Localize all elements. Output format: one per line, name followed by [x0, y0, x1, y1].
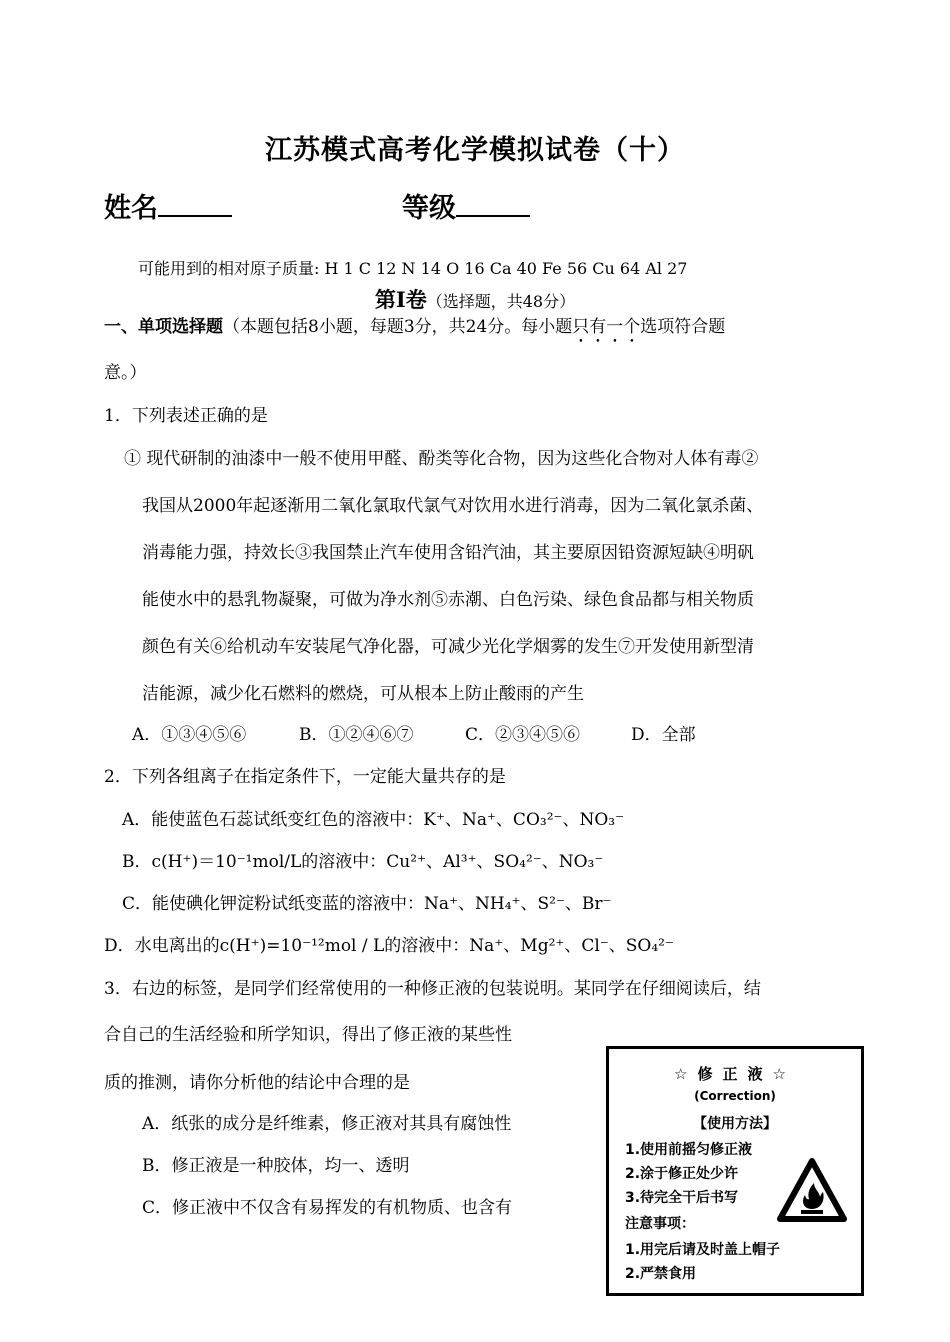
section-desc-a: （本题包括8小题，每题3分，共24分。每小题 [223, 317, 573, 337]
q3-option-b: B．修正液是一种胶体，均一、透明 [142, 1156, 410, 1176]
q3-stem-cont: 质的推测，请你分析他的结论中合理的是 [104, 1073, 410, 1093]
page-title: 江苏模式高考化学模拟试卷（十） [265, 135, 685, 166]
section-desc-cont: 意。） [104, 363, 147, 383]
q2-option-a: A．能使蓝色石蕊试纸变红色的溶液中：K⁺、Na⁺、CO₃²⁻、NO₃⁻ [122, 810, 625, 830]
section-desc-b: 选项符合题 [640, 317, 726, 337]
grade-field [402, 186, 530, 225]
label-subtitle: (Correction) [694, 1089, 776, 1103]
label-title: ☆修正液☆ [674, 1065, 796, 1083]
name-field [104, 186, 232, 225]
section-heading [104, 312, 725, 347]
grade-label: 等级 [402, 193, 456, 224]
q1-option-c: C．②③④⑤⑥ [465, 725, 581, 745]
atomic-masses: 可能用到的相对原子质量: H 1 C 12 N 14 O 16 Ca 40 Fe 56 Cu 64 Al 27 [138, 259, 688, 278]
grade-blank [456, 191, 530, 217]
q3-stem-cont: 合自己的生活经验和所学知识，得出了修正液的某些性 [104, 1025, 512, 1045]
label-usage-heading: 【使用方法】 [693, 1116, 777, 1132]
part-heading [0, 284, 950, 314]
q2-option-c: C．能使碘化钾淀粉试纸变蓝的溶液中：Na⁺、NH₄⁺、S²⁻、Br⁻ [122, 894, 612, 914]
q1-stem: 1．下列表述正确的是 [104, 406, 268, 426]
label-usage-item: 1.使用前摇匀修正液 [625, 1142, 753, 1158]
q3-option-c: C．修正液中不仅含有易挥发的有机物质、也含有 [142, 1198, 513, 1218]
q1-line: 洁能源，减少化石燃料的燃烧，可从根本上防止酸雨的产生 [142, 684, 584, 704]
section-title: 一、单项选择题 [104, 317, 223, 337]
section-desc-emphasis: 只有一个 [572, 317, 641, 337]
part-title: 第Ⅰ卷 [374, 287, 427, 312]
part-subtitle: （选择题，共48分） [426, 292, 576, 311]
q1-line: 我国从2000年起逐渐用二氧化氯取代氯气对饮用水进行消毒，因为二氧化氯杀菌、 [142, 496, 764, 516]
q2-option-d: D．水电离出的c(H⁺)=10⁻¹²mol / L的溶液中：Na⁺、Mg²⁺、Cl⁻、SO₄²⁻ [104, 936, 674, 956]
label-notes-heading: 注意事项： [625, 1216, 695, 1232]
label-note-item: 1.用完后请及时盖上帽子 [625, 1242, 781, 1258]
q3-stem: 3．右边的标签，是同学们经常使用的一种修正液的包装说明。某同学在仔细阅读后，结 [104, 979, 761, 999]
label-usage-item: 2.涂于修正处少许 [625, 1166, 739, 1182]
q1-line: 消毒能力强，持效长③我国禁止汽车使用含铅汽油，其主要原因铅资源短缺④明矾 [142, 543, 754, 563]
label-usage-item: 3.待完全干后书写 [625, 1190, 739, 1206]
q1-line: 能使水中的悬乳物凝聚，可做为净水剂⑤赤潮、白色污染、绿色食品都与相关物质 [142, 590, 754, 610]
correction-fluid-label [606, 1046, 864, 1296]
q1-option-d: D．全部 [631, 725, 696, 745]
q1-line: 颜色有关⑥给机动车安装尾气净化器，可减少光化学烟雾的发生⑦开发使用新型清 [142, 637, 754, 657]
q1-option-a: A．①③④⑤⑥ [132, 725, 247, 745]
q2-option-b: B．c(H⁺)＝10⁻¹mol/L的溶液中：Cu²⁺、Al³⁺、SO₄²⁻、NO₃⁻ [122, 852, 604, 872]
label-note-item: 2.严禁食用 [625, 1266, 697, 1282]
flammable-warning-icon [777, 1157, 847, 1223]
q2-stem: 2．下列各组离子在指定条件下，一定能大量共存的是 [104, 767, 506, 787]
name-blank [158, 191, 232, 217]
q1-option-b: B．①②④⑥⑦ [299, 725, 414, 745]
name-label: 姓名 [104, 193, 158, 224]
q1-line: ① 现代研制的油漆中一般不使用甲醛、酚类等化合物，因为这些化合物对人体有毒② [124, 449, 759, 469]
q3-option-a: A．纸张的成分是纤维素，修正液对其具有腐蚀性 [142, 1114, 512, 1134]
